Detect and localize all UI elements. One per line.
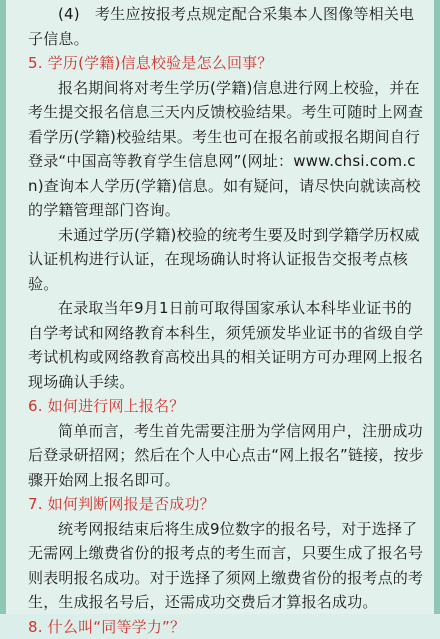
question-5-paragraph-3: 在录取当年9月1日前可取得国家承认本科毕业证书的自学考试和网络教育本科生，须凭颁发毕业证书的省级自学考试机构或网络教育高校出具的相关证明方可办理网上报名现场确认手续。 <box>28 296 424 394</box>
question-7-paragraph-1: 统考网报结束后将生成9位数字的报名号，对于选择了无需网上缴费省份的报考点的考生而言，只要生成了报名号则表明报名成功。对于选择了须网上缴费省份的报考点的考生，生成报名号后，还需成功交费后才算报名成功。 <box>28 517 424 615</box>
question-6-paragraph-1: 简单而言，考生首先需要注册为学信网用户，注册成功后登录研招网；然后在个人中心点击“网上报名”链接，按步骤开始网上报名即可。 <box>28 419 424 493</box>
paragraph-item-4: (4) 考生应按报考点规定配合采集本人图像等相关电子信息。 <box>28 2 424 51</box>
article-body <box>6 0 434 639</box>
question-5-paragraph-1: 报名期间将对考生学历(学籍)信息进行网上校验，并在考生提交报名信息三天内反馈校验结果。考生可随时上网查看学历(学籍)校验结果。考生也可在报名前或报名期间自行登录“中国高等教育学生信息网”(网址：www.chsi.com.cn)查询本人学历(学籍)信息。如有疑问，请尽快向就读高校的学籍管理部门咨询。 <box>28 76 424 223</box>
question-8-heading: 8. 什么叫“同等学力”？ <box>28 615 424 639</box>
question-5-heading: 5. 学历(学籍)信息校验是怎么回事？ <box>28 51 424 76</box>
question-6-heading: 6. 如何进行网上报名？ <box>28 394 424 419</box>
question-5-paragraph-2: 未通过学历(学籍)校验的统考生要及时到学籍学历权威认证机构进行认证，在现场确认时将认证报告交报考点核验。 <box>28 223 424 297</box>
question-7-heading: 7. 如何判断网报是否成功？ <box>28 492 424 517</box>
